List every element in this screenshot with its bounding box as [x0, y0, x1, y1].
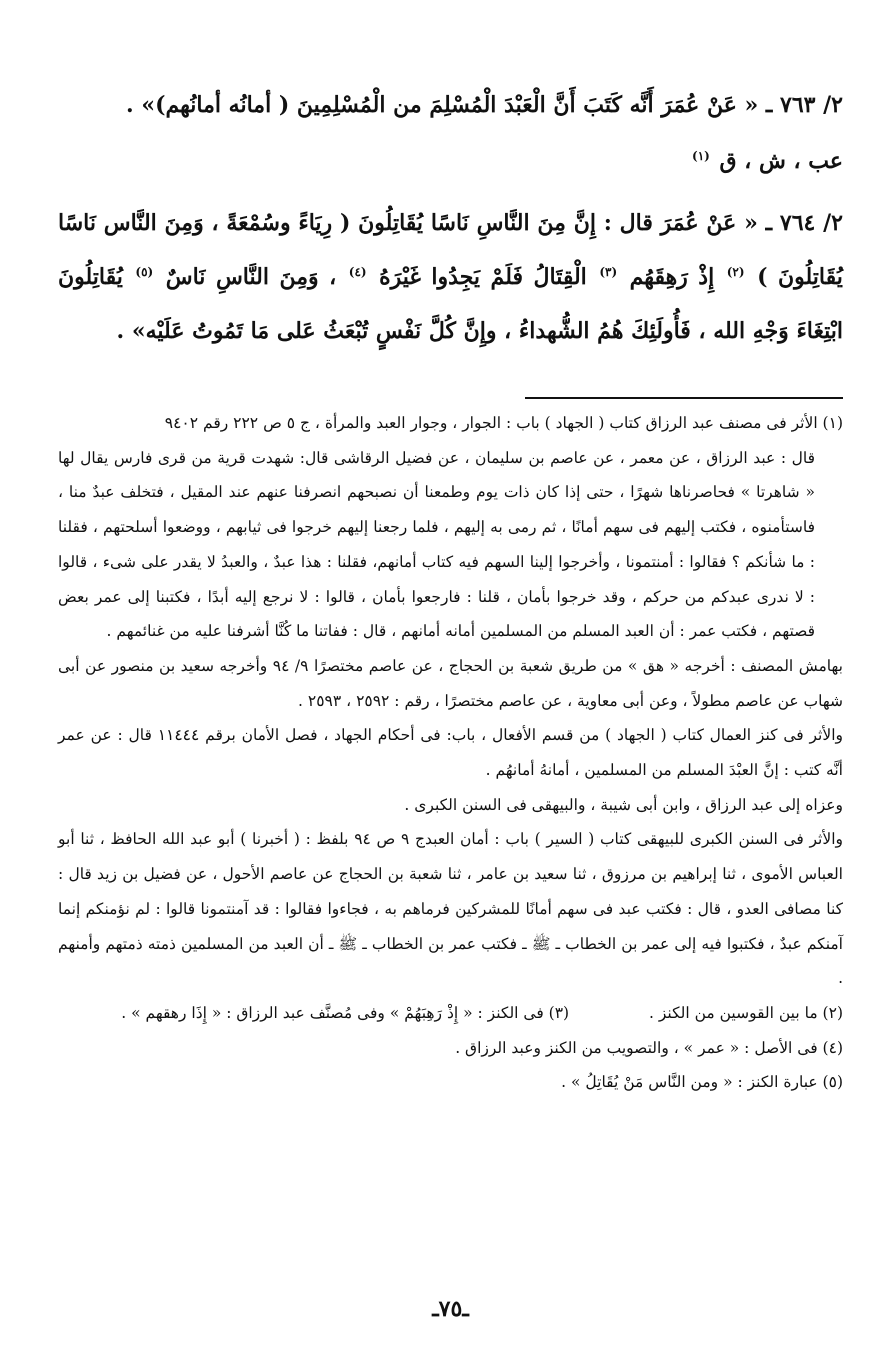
footnote-5: (٥) عبارة الكنز : « ومن النَّاس مَنْ يُقَاتِلُ » . [561, 1073, 843, 1092]
page-number: ـ٧٥ـ [432, 1296, 469, 1322]
footnote-ref-4: (٤) [348, 264, 367, 279]
footnote-4: (٤) فى الأصل : « عمر » ، والتصويب من الكنز وعبد الرزاق . [455, 1038, 843, 1057]
footnote-2: (٢) ما بين القوسين من الكنز . [648, 1003, 843, 1022]
footnote-1-margin-note: بهامش المصنف : أخرجه « هق » من طريق شعبة بن الحجاج ، عن عاصم مختصرًا ٩/ ٩٤ وأخرجه سعيد بن منصور عن أبى شهاب عن عاصم مطولاً ، وعن أبى معاوية ، عن عاصم مختصرًا ، رقم : ٢٥٩٢ ، ٢٥٩٣ . [58, 656, 843, 710]
footnote-ref-5: (٥) [135, 264, 154, 279]
hadith-763-text: ٢/ ٧٦٣ ـ « عَنْ عُمَرَ أَنَّه كَتَبَ أَنَّ الْعَبْدَ الْمُسْلِمَ من الْمُسْلِمِينَ ( أمانُه أمانُهم)» . [126, 92, 843, 118]
sources-text: عب ، ش ، ق [719, 148, 843, 174]
footnote-2-3-line [58, 996, 843, 1031]
footnote-1-kanz: والأثر فى كنز العمال كتاب ( الجهاد ) من قسم الأفعال ، باب: فى أحكام الجهاد ، فصل الأمان برقم ١١٤٤٤ قال : عن عمر أنَّه كتب : إنَّ العبْدَ المسلم من المسلمين ، أمانهُ أمانهُم . [58, 726, 844, 780]
footnote-3: (٣) فى الكنز : « إِذْ رَهِبَهُمْ » وفى مُصنَّف عبد الرزاق : « إِذَا رهقهم » . [121, 1003, 570, 1022]
footnote-1-attribution: وعزاه إلى عبد الرزاق ، وابن أبى شيبة ، والبيهقى فى السنن الكبرى . [404, 795, 843, 814]
footnote-ref-2: (٢) [726, 264, 745, 279]
footnote-divider [525, 397, 843, 399]
hadith-764-part-3: الْقِتَالُ فَلَمْ يَجِدُوا غَيْرَهُ [379, 264, 587, 290]
hadith-764-part-2: إِذْ رَهِقَهُم [629, 264, 715, 290]
hadith-764-part-5: يُقَاتِلُونَ ابْتِغَاءَ وَجْهِ الله ، فَأُولَئِكَ هُمُ الشُّهداءُ ، وإِنَّ كُلَّ نَفْسٍ تُبْعَثُ عَلى مَا تَمُوتُ عَلَيْه» . [58, 264, 843, 344]
main-text [58, 78, 843, 358]
footnote-1-bayhaqi: والأثر فى السنن الكبرى للبيهقى كتاب ( السير ) باب : أمان العبدج ٩ ص ٩٤ بلفظ : ( أخبرنا ) أبو عبد الله الحافظ ، ثنا أبو العباس الأموى ، ثنا إبراهيم بن مرزوق ، ثنا سعيد بن عامر ، ثنا شعبة بن الحجاج عن عاصم الأحول ، عن فضيل بن زيد قال : كنا مصافى العدو ، قال : فكتب عبد فى سهم أمانًا للمشركين فرماهم به ، فجاءوا فقالوا : قد آمنتمونا قالوا : لم نؤمنكم إنما آمنكم عبدٌ ، فكتبوا فيه إلى عمر بن الخطاب ـ ﷺ ـ فكتب عمر بن الخطاب ـ ﷺ ـ أن العبد من المسلمين ذمته ذمتهم وأمنهم . [58, 830, 844, 988]
hadith-763 [58, 78, 843, 132]
footnote-ref-1: (١) [692, 148, 710, 163]
hadith-764-part-4: ، وَمِنَ النَّاسِ نَاسٌ [165, 264, 337, 290]
book-page [58, 0, 843, 1361]
footnote-1-body: قال : عبد الرزاق ، عن معمر ، عن عاصم بن سليمان ، عن فضيل الرقاشى قال: شهدت قرية من قرى فارس يقال لها « شاهرتا » فحاصرناها شهرًا ، حتى إذا كان ذات يوم وطمعنا أن نصبحهم انصرفنا عنهم عند المقيل ، فتخلف عبدٌ منا ، فاستأمنوه ، فكتب إليهم فى سهم أمانًا ، ثم رمى به إليهم ، فلما رجعنا إليهم خرجوا فى ثيابهم ، ووضعوا أسلحتهم ، فقلنا : ما شأنكم ؟ فقالوا : أمنتمونا ، وأخرجوا إلينا السهم فيه كتاب أمانهم، فقلنا : هذا عبدٌ ، والعبدُ لا يقدر على شىء ، قالوا : لا ندرى عبدكم من حركم ، وقد خرجوا بأمان ، قلنا : فارجعوا بأمان ، قالوا : لا نرجع إليه أبدًا ، فكتبنا إلى عمر بعض قصتهم ، فكتب عمر : أن العبد المسلم من المسلمين أمانه أمانهم ، قال : ففاتنا ما كُنَّا أشرفنا عليه من غنائمهم . [58, 448, 816, 641]
footnotes-section [58, 406, 843, 1100]
hadith-764 [58, 196, 843, 358]
hadith-764-part-1: ٢/ ٧٦٤ ـ « عَنْ عُمَرَ قال : إِنَّ مِنَ النَّاسِ نَاسًا يُقَاتِلُونَ ( رِيَاءً وسُمْعَةً ، وَمِنَ النَّاس نَاسًا يُقَاتِلُونَ ) [58, 210, 843, 290]
hadith-763-sources [58, 134, 843, 188]
footnote-ref-3: (٣) [599, 264, 618, 279]
footnote-1-intro: (١) الأثر فى مصنف عبد الرزاق كتاب ( الجهاد ) باب : الجوار ، وجوار العبد والمرأة ، ج ٥ ص ٢٢٢ رقم ٩٤٠٢ [164, 414, 843, 432]
